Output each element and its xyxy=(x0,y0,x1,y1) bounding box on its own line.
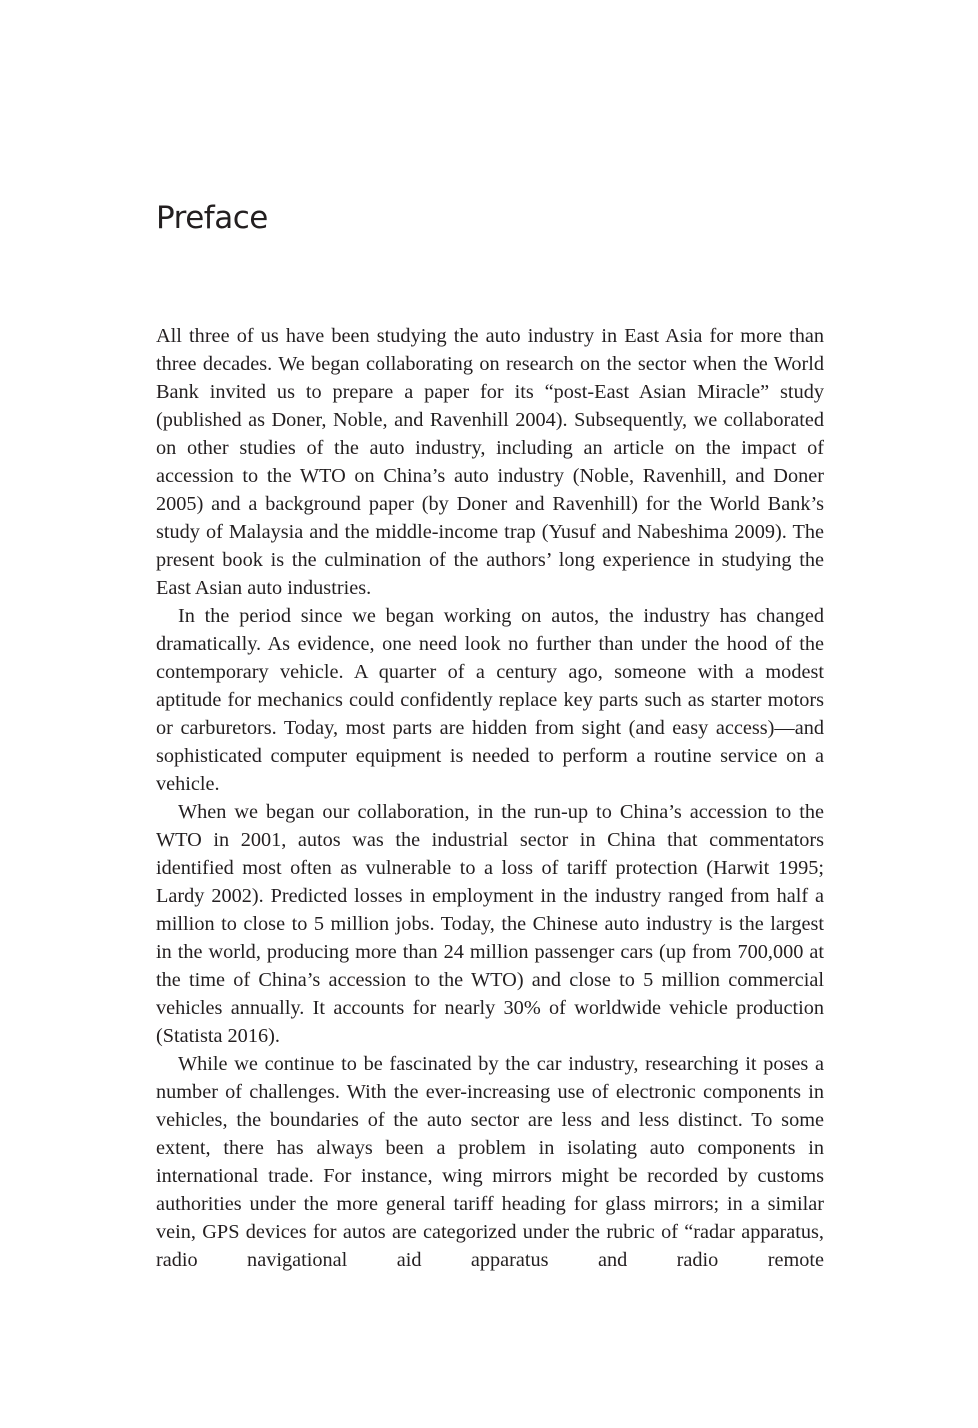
paragraph: When we began our collaboration, in the run-up to China’s accession to the WTO in 2001, autos was the industrial sector in China that commentators identified most often as vulnerable to a loss of tariff protection (Harwit 1995; Lardy 2002). Predicted losses in employment in the industry ranged from half a million to close to 5 million jobs. Today, the Chinese auto industry is the largest in the world, producing more than 24 million passenger cars (up from 700,000 at the time of China’s accession to the WTO) and close to 5 million commercial vehicles annually. It accounts for nearly 30% of worldwide vehicle production (Statista 2016). xyxy=(156,801,824,1047)
preface-body xyxy=(156,322,824,1274)
paragraph: All three of us have been studying the auto industry in East Asia for more than three decades. We began collaborating on research on the sector when the World Bank invited us to prepare a paper for its “post-East Asian Miracle” study (published as Doner, Noble, and Ravenhill 2004). Subsequently, we collaborated on other studies of the auto industry, including an article on the impact of accession to the WTO on China’s auto industry (Noble, Ravenhill, and Doner 2005) and a background paper (by Doner and Ravenhill) for the World Bank’s study of Malaysia and the middle-income trap (Yusuf and Nabeshima 2009). The present book is the culmination of the authors’ long experience in studying the East Asian auto industries. xyxy=(156,325,824,599)
paragraph: While we continue to be fascinated by the car industry, researching it poses a number of challenges. With the ever-increasing use of electronic components in vehicles, the boundaries of the auto sector are less and less distinct. To some extent, there has always been a problem in isolating auto components in international trade. For instance, wing mirrors might be recorded by customs authorities under the more general tariff heading for glass mirrors; in a similar vein, GPS devices for autos are categorized under the rubric of “radar apparatus, radio navigational aid apparatus and radio remote xyxy=(156,1053,824,1271)
paragraph: In the period since we began working on autos, the industry has changed dramatically. As evidence, one need look no further than under the hood of the contemporary vehicle. A quarter of a century ago, someone with a modest aptitude for mechanics could confidently replace key parts such as starter motors or carburetors. Today, most parts are hidden from sight (and easy access)—and sophisticated computer equipment is needed to perform a routine service on a vehicle. xyxy=(156,605,824,795)
page-title: Preface xyxy=(156,200,268,236)
